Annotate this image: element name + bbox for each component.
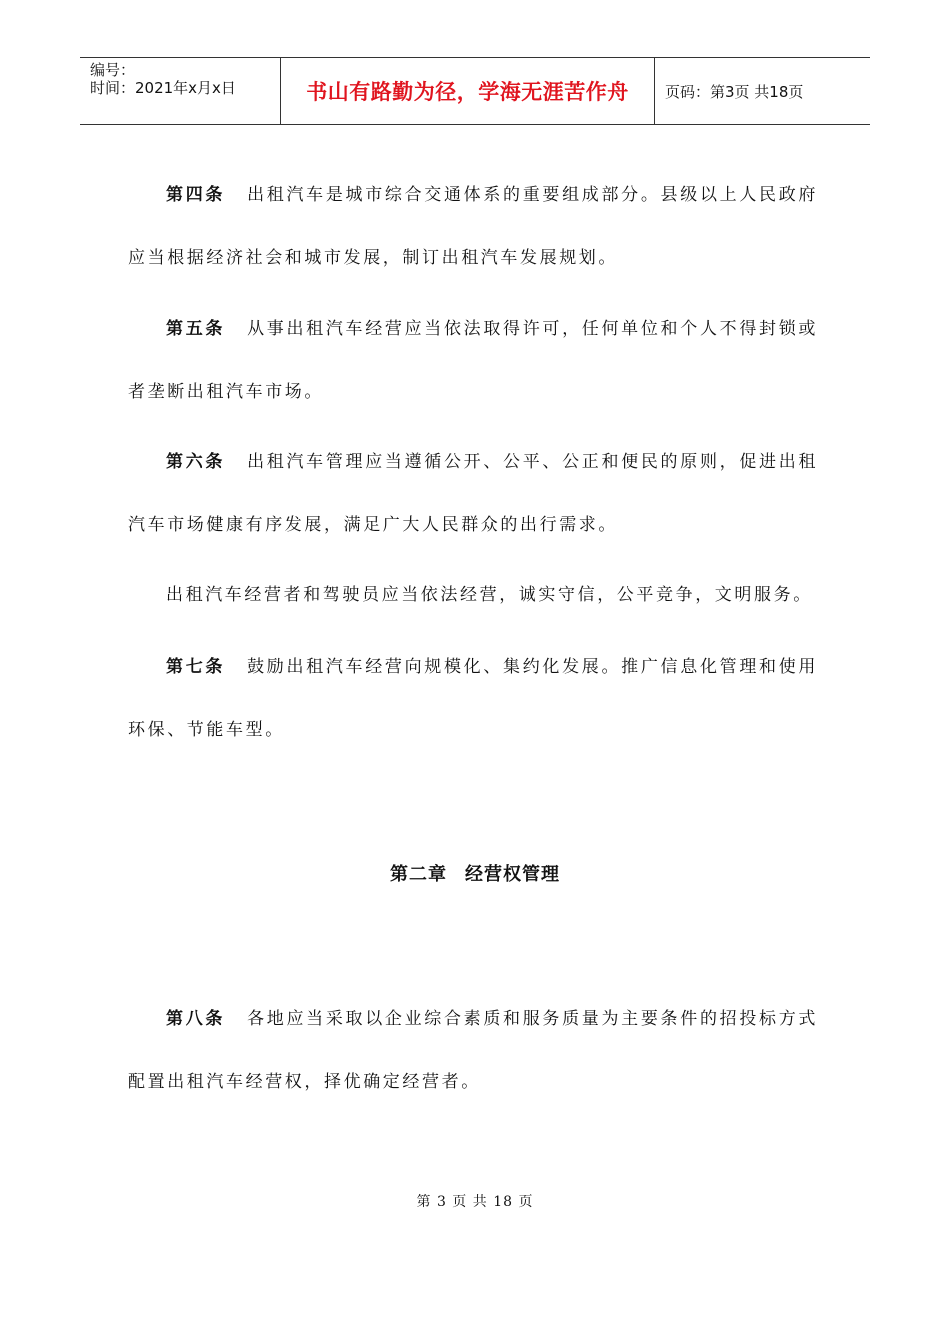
chapter-number: 第二章 bbox=[390, 864, 447, 885]
article-paragraph bbox=[128, 564, 818, 627]
article-paragraph bbox=[128, 298, 818, 424]
article-text: 出租汽车管理应当遵循公开、公平、公正和便民的原则，促进出租汽车市场健康有序发展，满足广大人民群众的出行需求。 bbox=[128, 452, 818, 535]
article-paragraph bbox=[128, 988, 818, 1114]
chapter-title: 经营权管理 bbox=[465, 864, 560, 885]
article-text: 出租汽车是城市综合交通体系的重要组成部分。县级以上人民政府应当根据经济社会和城市发展，制订出租汽车发展规划。 bbox=[128, 185, 818, 268]
article-label: 第六条 bbox=[166, 452, 226, 472]
document-number-label: 编号： bbox=[90, 61, 136, 79]
page-footer: 第 3 页 共 18 页 bbox=[416, 1194, 534, 1210]
header-page-info: 页码：第3页 共18页 bbox=[665, 82, 804, 101]
article-label: 第四条 bbox=[166, 185, 226, 205]
article-paragraph bbox=[128, 431, 818, 557]
article-paragraph bbox=[128, 636, 818, 762]
document-date-label: 时间：2021年x月x日 bbox=[90, 79, 236, 97]
article-paragraph bbox=[128, 164, 818, 290]
article-label: 第五条 bbox=[166, 319, 226, 339]
article-label: 第八条 bbox=[166, 1009, 226, 1029]
header-meta bbox=[80, 58, 281, 124]
article-text: 各地应当采取以企业综合素质和服务质量为主要条件的招投标方式配置出租汽车经营权，择优确定经营者。 bbox=[128, 1009, 818, 1092]
article-text: 从事出租汽车经营应当依法取得许可，任何单位和个人不得封锁或者垄断出租汽车市场。 bbox=[128, 319, 818, 402]
article-text: 出租汽车经营者和驾驶员应当依法经营，诚实守信，公平竞争，文明服务。 bbox=[166, 585, 813, 605]
page-header bbox=[80, 57, 870, 125]
article-text: 鼓励出租汽车经营向规模化、集约化发展。推广信息化管理和使用环保、节能车型。 bbox=[128, 657, 818, 740]
chapter-heading bbox=[0, 860, 950, 886]
header-motto: 书山有路勤为径，学海无涯苦作舟 bbox=[281, 58, 655, 124]
article-label: 第七条 bbox=[166, 657, 226, 677]
